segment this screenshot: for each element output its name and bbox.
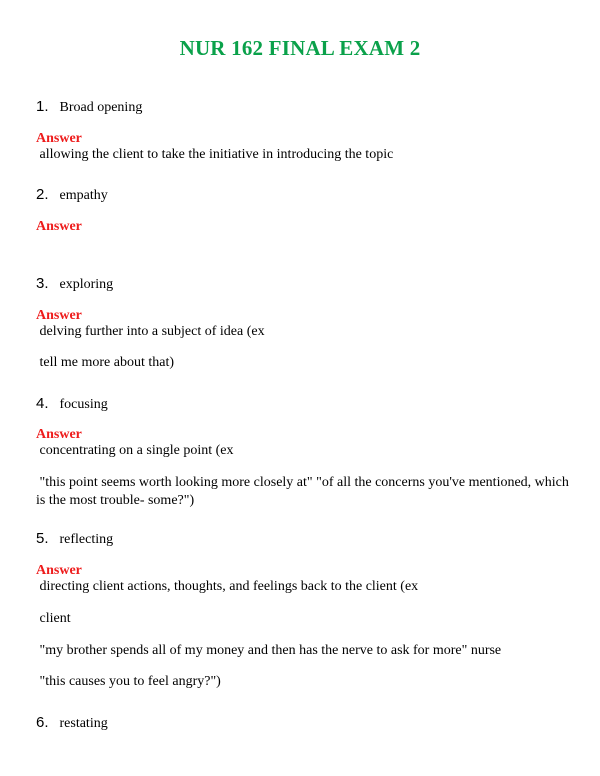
question-3: [36, 275, 113, 294]
answer-text: allowing the client to take the initiative in introducing the topic: [36, 147, 394, 162]
question-number: 1.: [36, 98, 49, 115]
question-5: [36, 530, 113, 549]
answer-text: client: [36, 611, 71, 626]
question-6: [36, 714, 108, 733]
answer-text: tell me more about that): [36, 355, 175, 370]
question-2: [36, 186, 108, 205]
answer-text: directing client actions, thoughts, and feelings back to the client (ex: [36, 579, 419, 594]
answer-label: Answer: [36, 131, 82, 146]
answer-text: "this point seems worth looking more closely at" "of all the concerns you've mentioned, which is the most trouble- some?"): [36, 475, 573, 508]
answer-label: Answer: [36, 427, 82, 442]
question-term: Broad opening: [59, 100, 143, 115]
question-term: exploring: [59, 277, 114, 292]
answer-label: Answer: [36, 308, 82, 323]
question-number: 2.: [36, 186, 49, 203]
question-4: [36, 395, 108, 414]
question-1: [36, 98, 142, 117]
question-term: reflecting: [59, 532, 114, 547]
answer-label: Answer: [36, 563, 82, 578]
question-term: empathy: [59, 188, 108, 203]
question-term: focusing: [59, 397, 108, 412]
answer-text: concentrating on a single point (ex: [36, 443, 234, 458]
answer-text: "this causes you to feel angry?"): [36, 674, 221, 689]
page-title: NUR 162 FINAL EXAM 2: [179, 36, 421, 60]
question-number: 6.: [36, 714, 49, 731]
answer-text: "my brother spends all of my money and then has the nerve to ask for more" nurse: [36, 643, 502, 658]
question-number: 4.: [36, 395, 49, 412]
question-term: restating: [59, 716, 108, 731]
question-number: 5.: [36, 530, 49, 547]
question-number: 3.: [36, 275, 49, 292]
answer-text: delving further into a subject of idea (ex: [36, 324, 265, 339]
answer-label: Answer: [36, 219, 82, 234]
